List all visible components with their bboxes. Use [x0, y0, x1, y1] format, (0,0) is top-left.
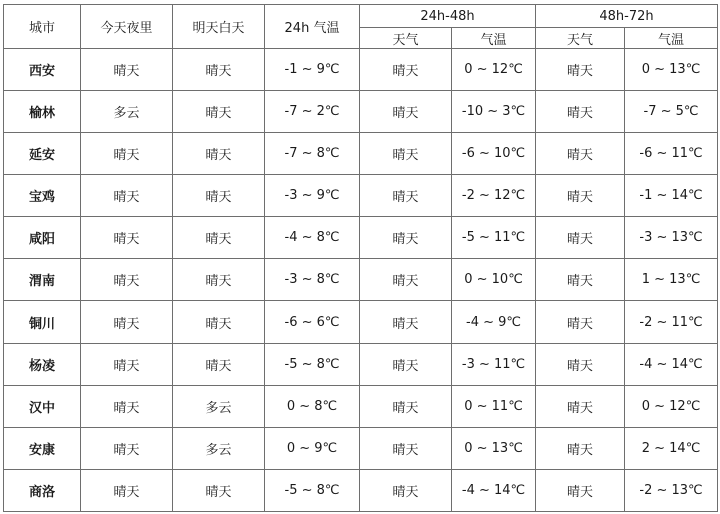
header-tomorrow-day: 明天白天 — [173, 5, 265, 49]
temp-48-cell: -4 ~ 14℃ — [452, 469, 536, 511]
temp-72-cell: -3 ~ 13℃ — [625, 217, 718, 259]
tonight-cell: 晴天 — [81, 385, 173, 427]
temp-72-cell: 1 ~ 13℃ — [625, 259, 718, 301]
table-row — [4, 49, 718, 91]
table-row — [4, 301, 718, 343]
table-row — [4, 343, 718, 385]
temp-48-cell: -4 ~ 9℃ — [452, 301, 536, 343]
temp-24h-cell: -7 ~ 8℃ — [265, 133, 360, 175]
city-cell: 宝鸡 — [4, 175, 81, 217]
weather-72-cell: 晴天 — [536, 301, 625, 343]
temp-72-cell: 0 ~ 12℃ — [625, 385, 718, 427]
temp-48-cell: 0 ~ 11℃ — [452, 385, 536, 427]
temp-72-cell: -2 ~ 13℃ — [625, 469, 718, 511]
tonight-cell: 多云 — [81, 91, 173, 133]
header-group-48-72: 48h-72h — [536, 5, 718, 28]
tonight-cell: 晴天 — [81, 427, 173, 469]
city-cell: 西安 — [4, 49, 81, 91]
temp-72-cell: 0 ~ 13℃ — [625, 49, 718, 91]
tomorrow-day-cell: 晴天 — [173, 133, 265, 175]
tomorrow-day-cell: 晴天 — [173, 175, 265, 217]
weather-48-cell: 晴天 — [360, 133, 452, 175]
weather-48-cell: 晴天 — [360, 49, 452, 91]
temp-48-cell: 0 ~ 12℃ — [452, 49, 536, 91]
header-tonight: 今天夜里 — [81, 5, 173, 49]
temp-24h-cell: 0 ~ 9℃ — [265, 427, 360, 469]
temp-72-cell: -6 ~ 11℃ — [625, 133, 718, 175]
tonight-cell: 晴天 — [81, 49, 173, 91]
city-cell: 杨凌 — [4, 343, 81, 385]
city-cell: 渭南 — [4, 259, 81, 301]
city-cell: 咸阳 — [4, 217, 81, 259]
temp-72-cell: -1 ~ 14℃ — [625, 175, 718, 217]
tomorrow-day-cell: 晴天 — [173, 217, 265, 259]
tomorrow-day-cell: 晴天 — [173, 91, 265, 133]
weather-72-cell: 晴天 — [536, 49, 625, 91]
tomorrow-day-cell: 多云 — [173, 385, 265, 427]
tonight-cell: 晴天 — [81, 133, 173, 175]
temp-24h-cell: -4 ~ 8℃ — [265, 217, 360, 259]
temp-72-cell: -4 ~ 14℃ — [625, 343, 718, 385]
subheader-temp-72: 气温 — [625, 28, 718, 49]
header-row — [4, 5, 718, 28]
city-cell: 延安 — [4, 133, 81, 175]
temp-48-cell: 0 ~ 10℃ — [452, 259, 536, 301]
temp-24h-cell: -5 ~ 8℃ — [265, 343, 360, 385]
tomorrow-day-cell: 晴天 — [173, 49, 265, 91]
table-row — [4, 217, 718, 259]
weather-72-cell: 晴天 — [536, 385, 625, 427]
temp-24h-cell: -1 ~ 9℃ — [265, 49, 360, 91]
city-cell: 铜川 — [4, 301, 81, 343]
temp-72-cell: -2 ~ 11℃ — [625, 301, 718, 343]
tonight-cell: 晴天 — [81, 217, 173, 259]
weather-48-cell: 晴天 — [360, 385, 452, 427]
temp-24h-cell: -7 ~ 2℃ — [265, 91, 360, 133]
tonight-cell: 晴天 — [81, 343, 173, 385]
temp-24h-cell: -3 ~ 9℃ — [265, 175, 360, 217]
table-row — [4, 91, 718, 133]
city-cell: 汉中 — [4, 385, 81, 427]
temp-48-cell: -6 ~ 10℃ — [452, 133, 536, 175]
table-row — [4, 427, 718, 469]
tomorrow-day-cell: 晴天 — [173, 301, 265, 343]
temp-24h-cell: -5 ~ 8℃ — [265, 469, 360, 511]
temp-48-cell: 0 ~ 13℃ — [452, 427, 536, 469]
tonight-cell: 晴天 — [81, 175, 173, 217]
city-cell: 榆林 — [4, 91, 81, 133]
weather-72-cell: 晴天 — [536, 133, 625, 175]
temp-48-cell: -2 ~ 12℃ — [452, 175, 536, 217]
temp-48-cell: -10 ~ 3℃ — [452, 91, 536, 133]
temp-72-cell: 2 ~ 14℃ — [625, 427, 718, 469]
tonight-cell: 晴天 — [81, 259, 173, 301]
header-temp-24h: 24h 气温 — [265, 5, 360, 49]
weather-48-cell: 晴天 — [360, 175, 452, 217]
tomorrow-day-cell: 晴天 — [173, 343, 265, 385]
weather-72-cell: 晴天 — [536, 259, 625, 301]
weather-72-cell: 晴天 — [536, 91, 625, 133]
tomorrow-day-cell: 晴天 — [173, 469, 265, 511]
table-row — [4, 469, 718, 511]
forecast-table — [3, 4, 718, 512]
tonight-cell: 晴天 — [81, 469, 173, 511]
table-row — [4, 259, 718, 301]
temp-24h-cell: -3 ~ 8℃ — [265, 259, 360, 301]
table-body — [4, 49, 718, 512]
city-cell: 商洛 — [4, 469, 81, 511]
temp-24h-cell: -6 ~ 6℃ — [265, 301, 360, 343]
table-row — [4, 133, 718, 175]
weather-48-cell: 晴天 — [360, 427, 452, 469]
weather-72-cell: 晴天 — [536, 427, 625, 469]
temp-24h-cell: 0 ~ 8℃ — [265, 385, 360, 427]
weather-72-cell: 晴天 — [536, 343, 625, 385]
tomorrow-day-cell: 晴天 — [173, 259, 265, 301]
header-city: 城市 — [4, 5, 81, 49]
subheader-weather-48: 天气 — [360, 28, 452, 49]
tomorrow-day-cell: 多云 — [173, 427, 265, 469]
table-row — [4, 385, 718, 427]
weather-48-cell: 晴天 — [360, 217, 452, 259]
weather-72-cell: 晴天 — [536, 217, 625, 259]
subheader-weather-72: 天气 — [536, 28, 625, 49]
weather-72-cell: 晴天 — [536, 469, 625, 511]
weather-48-cell: 晴天 — [360, 301, 452, 343]
weather-48-cell: 晴天 — [360, 343, 452, 385]
tonight-cell: 晴天 — [81, 301, 173, 343]
weather-48-cell: 晴天 — [360, 259, 452, 301]
header-group-24-48: 24h-48h — [360, 5, 536, 28]
temp-72-cell: -7 ~ 5℃ — [625, 91, 718, 133]
temp-48-cell: -5 ~ 11℃ — [452, 217, 536, 259]
table-row — [4, 175, 718, 217]
city-cell: 安康 — [4, 427, 81, 469]
weather-48-cell: 晴天 — [360, 91, 452, 133]
temp-48-cell: -3 ~ 11℃ — [452, 343, 536, 385]
weather-48-cell: 晴天 — [360, 469, 452, 511]
weather-72-cell: 晴天 — [536, 175, 625, 217]
subheader-temp-48: 气温 — [452, 28, 536, 49]
